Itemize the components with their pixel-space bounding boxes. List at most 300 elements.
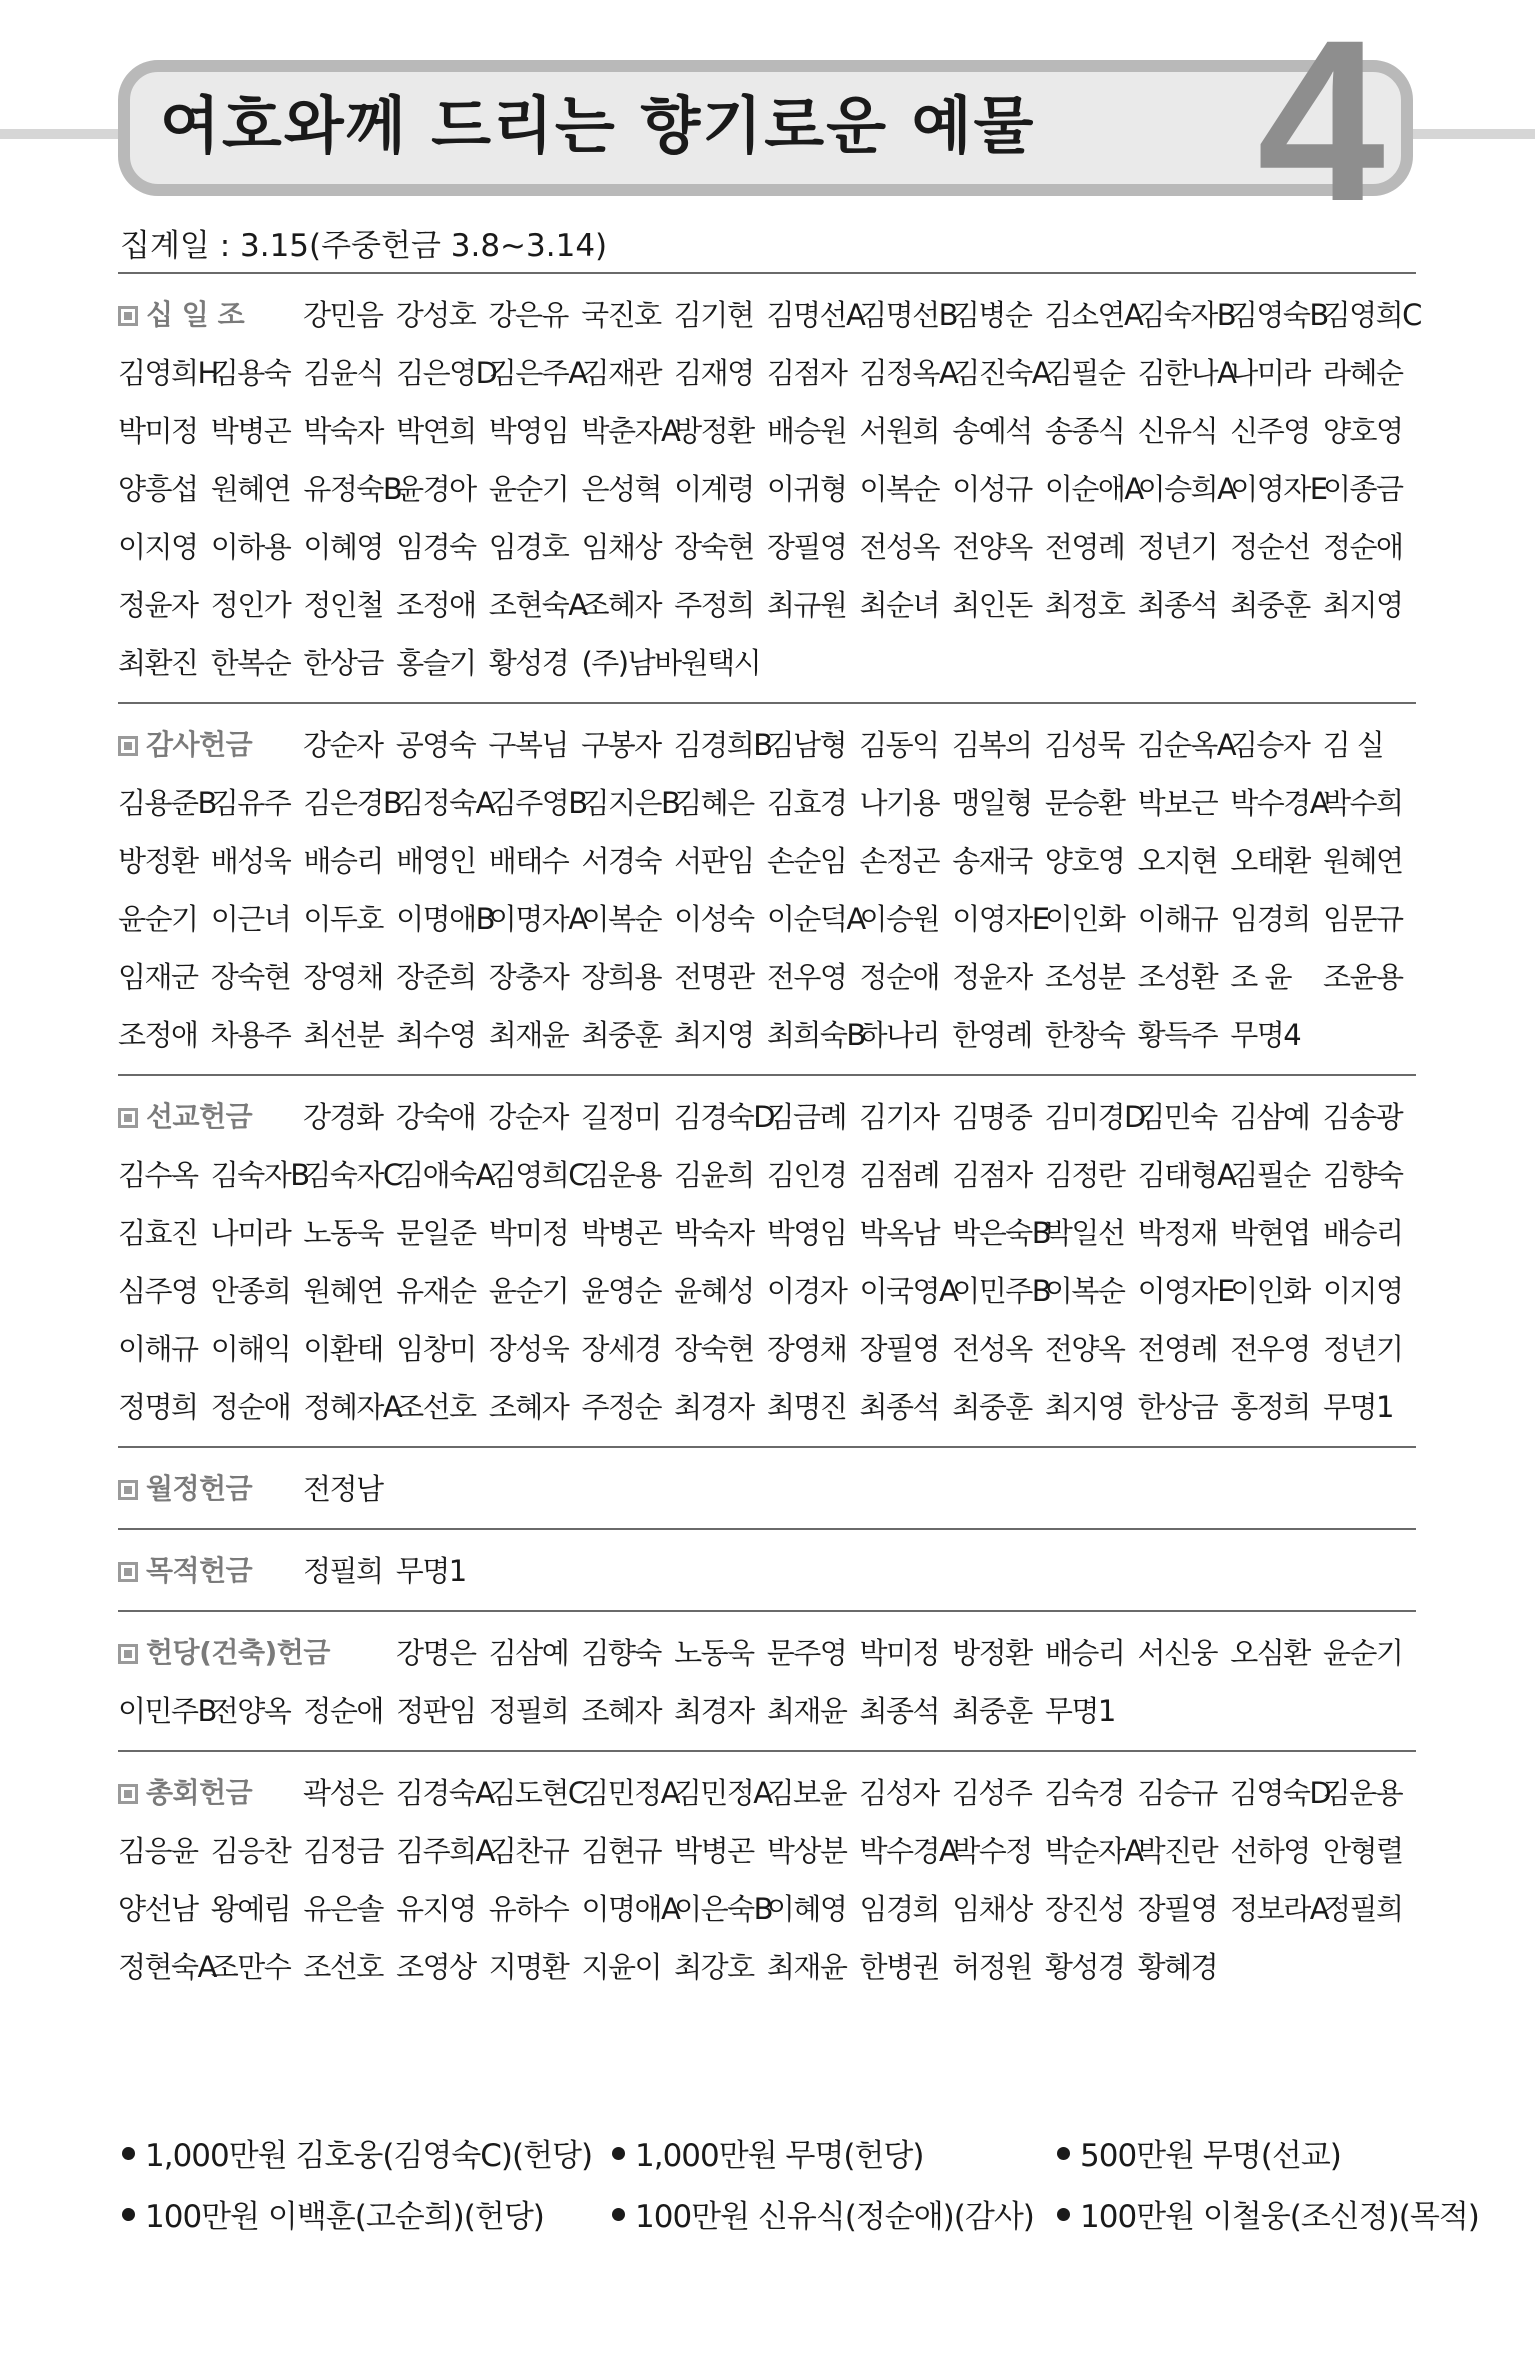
donor-name: 배승리	[303, 844, 383, 878]
donor-name: 임경희	[1230, 902, 1310, 936]
donor-name: 이복순	[859, 472, 940, 506]
offering-section	[118, 1750, 1416, 2006]
donor-name: 양선남	[118, 1892, 198, 1926]
donor-name: 박미정	[488, 1216, 569, 1250]
donor-name: 김민정A	[673, 1776, 772, 1810]
donor-name: 이혜영	[303, 530, 383, 564]
donor-name: 전양옥	[1044, 1332, 1125, 1366]
donor-name: 조혜자	[488, 1390, 569, 1424]
donor-name: 임경희	[859, 1892, 940, 1926]
donor-name: 황혜경	[1137, 1950, 1218, 1984]
section-label	[118, 1764, 303, 1822]
donor-name: 이종금	[1322, 472, 1403, 506]
donor-name: 정인가	[210, 588, 291, 622]
donor-name: 윤경아	[396, 472, 476, 506]
donor-name: 김성주	[951, 1776, 1032, 1810]
donor-name: 강명은	[396, 1636, 476, 1670]
donor-name: 방정환	[118, 844, 198, 878]
donor-name: 전영례	[1044, 530, 1125, 564]
square-bullet-icon	[118, 306, 138, 326]
donor-name: 정년기	[1137, 530, 1218, 564]
donor-name: 이성규	[952, 472, 1032, 506]
donor-name: 배승원	[766, 414, 847, 448]
donor-name: 장성욱	[488, 1332, 569, 1366]
section-label	[118, 1088, 303, 1146]
donor-name: 김재영	[674, 356, 754, 390]
donor-name: 이지영	[1322, 1274, 1403, 1308]
donor-name: 차용주	[210, 1018, 291, 1052]
donor-name: 이명자A	[488, 902, 587, 936]
special-gift-item	[608, 2191, 1053, 2236]
donor-name: 윤순기	[488, 1274, 569, 1308]
square-bullet-icon	[118, 1644, 138, 1664]
donor-name: 박영임	[488, 414, 569, 448]
donor-name: 최희숙B	[766, 1018, 865, 1052]
donor-name: 이명애A	[581, 1892, 680, 1926]
donor-name: 김은경B	[303, 786, 402, 820]
donor-name: 윤순기	[488, 472, 569, 506]
donor-name: 조혜자	[581, 588, 661, 622]
offering-section	[118, 272, 1421, 702]
donor-name: 김용준B	[118, 786, 216, 820]
donor-name: (주)남바원택시	[581, 646, 761, 680]
donor-name: 이성숙	[674, 902, 754, 936]
donor-name: 공영숙	[395, 728, 476, 762]
donor-name: 이은숙B	[674, 1892, 773, 1926]
donor-name: 전명관	[674, 960, 754, 994]
donor-name: 박미정	[859, 1636, 939, 1670]
donor-name: 나기용	[859, 786, 940, 820]
donor-name: 안종희	[210, 1274, 291, 1308]
donor-name: 김숙경	[1044, 1776, 1125, 1810]
donor-name: 정순애	[210, 1390, 291, 1424]
donor-name: 김남형	[766, 728, 846, 762]
donor-name: 임재군	[118, 960, 198, 994]
donor-name: 유지영	[396, 1892, 476, 1926]
donor-name: 정판임	[396, 1694, 476, 1728]
donor-name: 김숙자C	[303, 1158, 402, 1192]
tally-date: 집계일 : 3.15(주중헌금 3.8~3.14)	[120, 228, 608, 264]
donor-name: 정보라A	[1230, 1892, 1329, 1926]
donor-name: 박순자A	[1044, 1834, 1143, 1868]
donor-name: 유재순	[396, 1274, 476, 1308]
donor-name: 심주영	[118, 1274, 198, 1308]
donor-name: 오지현	[1137, 844, 1218, 878]
section-label	[118, 286, 303, 344]
donor-name: 김소연A	[1044, 298, 1143, 332]
donor-name: 정필희	[303, 1554, 383, 1588]
donor-name: 김동익	[859, 728, 939, 762]
donor-name: 구복님	[488, 728, 568, 762]
donor-name: 김도현C	[488, 1776, 587, 1810]
section-label-text: 선교헌금	[146, 1100, 253, 1133]
donor-name: 최수영	[396, 1018, 476, 1052]
offering-section	[118, 1610, 1416, 1750]
donor-name: 김수옥	[118, 1158, 198, 1192]
donor-name: 한영례	[952, 1018, 1032, 1052]
bullet-dot-icon	[1057, 2208, 1070, 2221]
donor-name: 손정곤	[859, 844, 940, 878]
donor-name: 조선호	[303, 1950, 383, 1984]
donor-name: 신유식	[1137, 414, 1218, 448]
donor-name-grid	[118, 1542, 1416, 1600]
donor-name: 최중훈	[1230, 588, 1310, 622]
donor-name: 은성혁	[581, 472, 661, 506]
donor-name: 박진란	[1137, 1834, 1218, 1868]
donor-name: 한상금	[1137, 1390, 1218, 1424]
donor-name: 양흥섭	[118, 472, 198, 506]
donor-name: 김 실	[1322, 728, 1384, 762]
donor-name: 정명희	[118, 1390, 198, 1424]
donor-name: 박병곤	[210, 414, 291, 448]
donor-name: 이귀형	[766, 472, 847, 506]
donor-name: 장희용	[581, 960, 661, 994]
donor-name: 김애숙A	[396, 1158, 494, 1192]
section-label-text: 헌당(건축)헌금	[146, 1636, 330, 1669]
donor-name: 김효진	[118, 1216, 198, 1250]
donor-name: 김효경	[766, 786, 847, 820]
offering-section	[118, 702, 1416, 1074]
donor-name: 이영자E	[1230, 472, 1327, 506]
donor-name: 이명애B	[396, 902, 494, 936]
donor-name: 김정금	[303, 1834, 383, 1868]
donor-name: 원혜연	[1322, 844, 1403, 878]
special-gift-item	[118, 2191, 608, 2236]
donor-name: 박미정	[118, 414, 198, 448]
donor-name: 양호영	[1044, 844, 1125, 878]
donor-name: 박영임	[766, 1216, 847, 1250]
donor-name: 장숙현	[674, 1332, 754, 1366]
donor-name: 정현숙A	[118, 1950, 216, 1984]
donor-name: 무명1	[395, 1554, 466, 1588]
donor-name: 김한나A	[1137, 356, 1236, 390]
donor-name: 임채상	[581, 530, 661, 564]
donor-name: 김필순	[1230, 1158, 1310, 1192]
donor-name: 한창숙	[1044, 1018, 1125, 1052]
special-gift-item	[608, 2130, 1053, 2175]
donor-name: 노동욱	[303, 1216, 383, 1250]
section-label-text: 월정헌금	[146, 1472, 253, 1505]
bullet-dot-icon	[122, 2208, 135, 2221]
donor-name: 장영채	[766, 1332, 847, 1366]
donor-name: 김필순	[1044, 356, 1125, 390]
donor-name: 김병순	[951, 298, 1032, 332]
donor-name: 나미라	[210, 1216, 291, 1250]
donor-name: 최재윤	[488, 1018, 569, 1052]
donor-name: 김복의	[951, 728, 1032, 762]
donor-name: 이국영A	[859, 1274, 958, 1308]
donor-name: 박수희	[1322, 786, 1403, 820]
donor-name: 김송광	[1322, 1100, 1403, 1134]
donor-name: 이해규	[1137, 902, 1218, 936]
square-bullet-icon	[118, 736, 138, 756]
donor-name: 박수정	[952, 1834, 1032, 1868]
donor-name: 최재윤	[766, 1694, 847, 1728]
donor-name: 박숙자	[303, 414, 383, 448]
donor-name: 한상금	[303, 646, 383, 680]
donor-name: 최지영	[674, 1018, 754, 1052]
donor-name: 이복순	[1044, 1274, 1125, 1308]
donor-name: 임문규	[1322, 902, 1403, 936]
donor-name: 전정남	[303, 1472, 383, 1506]
donor-name: 안형렬	[1322, 1834, 1403, 1868]
donor-name: 노동욱	[674, 1636, 754, 1670]
donor-name: 무명1	[1044, 1694, 1115, 1728]
donor-name: 박숙자	[674, 1216, 754, 1250]
donor-name: 정순애	[303, 1694, 383, 1728]
donor-name: 정인철	[303, 588, 383, 622]
bullet-dot-icon	[1057, 2147, 1070, 2160]
donor-name: 박옥남	[859, 1216, 940, 1250]
donor-name: 김숙자B	[210, 1158, 309, 1192]
donor-name: 김미경D	[1044, 1100, 1145, 1134]
donor-name: 선하영	[1230, 1834, 1310, 1868]
donor-name: 이해익	[210, 1332, 291, 1366]
donor-name: 정년기	[1322, 1332, 1403, 1366]
donor-name: 하나리	[859, 1018, 940, 1052]
section-label-text: 십 일 조	[146, 298, 245, 331]
offering-sections	[118, 272, 1421, 2006]
donor-name: 강성호	[395, 298, 476, 332]
donor-name: 황득주	[1137, 1018, 1218, 1052]
special-gift-item	[1053, 2130, 1418, 2175]
donor-name: 강은유	[488, 298, 568, 332]
donor-name: 최규원	[766, 588, 847, 622]
donor-name: 조만수	[210, 1950, 291, 1984]
donor-name: 정필희	[1322, 1892, 1403, 1926]
donor-name: 배승리	[1322, 1216, 1403, 1250]
section-label-text: 목적헌금	[146, 1554, 253, 1587]
donor-name: 왕예림	[210, 1892, 291, 1926]
donor-name: 강민음	[303, 298, 383, 332]
donor-name: 이승원	[859, 902, 940, 936]
donor-name: 조혜자	[581, 1694, 661, 1728]
donor-name: 방정환	[952, 1636, 1032, 1670]
donor-name: 서경숙	[581, 844, 661, 878]
donor-name: 김유주	[210, 786, 291, 820]
donor-name: 송종식	[1044, 414, 1125, 448]
donor-name: 장충자	[488, 960, 569, 994]
donor-name: 김경희B	[673, 728, 772, 762]
donor-name: 김승자	[1229, 728, 1310, 762]
square-bullet-icon	[118, 1562, 138, 1582]
donor-name: 이근녀	[210, 902, 291, 936]
donor-name: 김인경	[766, 1158, 847, 1192]
donor-name: 이민주B	[952, 1274, 1051, 1308]
donor-name: 김금례	[766, 1100, 846, 1134]
donor-name: 조윤용	[1322, 960, 1403, 994]
donor-name: 장숙현	[210, 960, 291, 994]
donor-name: 김영숙D	[1229, 1776, 1331, 1810]
donor-name: 전양옥	[210, 1694, 291, 1728]
donor-name: 이계령	[674, 472, 754, 506]
donor-name: 최인돈	[952, 588, 1032, 622]
donor-name: 이영자E	[1137, 1274, 1234, 1308]
donor-name: 정순애	[859, 960, 940, 994]
donor-name: 맹일형	[952, 786, 1032, 820]
donor-name: 조선호	[396, 1390, 476, 1424]
donor-name: 박연희	[396, 414, 476, 448]
section-label-text: 총회헌금	[146, 1776, 253, 1809]
donor-name: 김용숙	[210, 356, 291, 390]
donor-name: 무명1	[1322, 1390, 1393, 1424]
donor-name: 이인화	[1230, 1274, 1310, 1308]
donor-name-grid	[118, 1460, 1416, 1518]
donor-name: 장필영	[766, 530, 847, 564]
donor-name: 최환진	[118, 646, 198, 680]
section-label	[118, 1624, 396, 1682]
donor-name: 전영례	[1137, 1332, 1218, 1366]
donor-name: 이하용	[210, 530, 291, 564]
donor-name-grid	[118, 716, 1416, 1064]
donor-name: 임경호	[488, 530, 569, 564]
square-bullet-icon	[118, 1108, 138, 1128]
donor-name: 홍슬기	[396, 646, 476, 680]
donor-name: 송재국	[952, 844, 1032, 878]
donor-name: 김윤희	[674, 1158, 754, 1192]
donor-name: 전성옥	[859, 530, 940, 564]
donor-name: 송예석	[952, 414, 1032, 448]
donor-name: 임창미	[396, 1332, 476, 1366]
donor-name: 김정란	[1044, 1158, 1125, 1192]
donor-name: 김은영D	[396, 356, 497, 390]
donor-name: 김점자	[766, 356, 847, 390]
donor-name: 최중훈	[952, 1694, 1032, 1728]
donor-name: 김성묵	[1044, 728, 1125, 762]
donor-name: 김명중	[951, 1100, 1032, 1134]
donor-name: 길정미	[581, 1100, 661, 1134]
donor-name: 김응윤	[118, 1834, 198, 1868]
donor-name: 유하수	[488, 1892, 569, 1926]
gift-text: 100만원 신유식(정순애)(감사)	[635, 2199, 1034, 2235]
donor-name: 김영희C	[1322, 298, 1421, 332]
donor-name: 신주영	[1230, 414, 1310, 448]
donor-name: 최지영	[1044, 1390, 1125, 1424]
special-gifts-list	[118, 2130, 1479, 2236]
donor-name: 서원희	[859, 414, 940, 448]
donor-name: 유은솔	[303, 1892, 383, 1926]
donor-name: 이민주B	[118, 1694, 216, 1728]
donor-name: 홍정희	[1230, 1390, 1310, 1424]
donor-name: 박현엽	[1230, 1216, 1310, 1250]
donor-name: 박은숙B	[952, 1216, 1051, 1250]
donor-name: 김기현	[673, 298, 754, 332]
donor-name: 최중훈	[581, 1018, 661, 1052]
special-gift-item	[1053, 2191, 1479, 2236]
donor-name: 김응찬	[210, 1834, 291, 1868]
donor-name-grid	[118, 1624, 1416, 1740]
donor-name: 최경자	[674, 1694, 754, 1728]
donor-name: 김정숙A	[396, 786, 494, 820]
donor-name: 김현규	[581, 1834, 661, 1868]
donor-name: 배태수	[488, 844, 569, 878]
donor-name: 양호영	[1322, 414, 1403, 448]
donor-name: 임채상	[952, 1892, 1032, 1926]
donor-name: 조정애	[118, 1018, 198, 1052]
donor-name: 이지영	[118, 530, 198, 564]
donor-name: 김혜은	[674, 786, 754, 820]
donor-name: 배승리	[1044, 1636, 1125, 1670]
donor-name: 강순자	[303, 728, 383, 762]
donor-name: 최경자	[674, 1390, 754, 1424]
donor-name: 박춘자A	[581, 414, 680, 448]
donor-name: 최종석	[859, 1694, 940, 1728]
donor-name: 김향숙	[1322, 1158, 1403, 1192]
donor-name: 전양옥	[952, 530, 1032, 564]
donor-name: 이두호	[303, 902, 383, 936]
donor-name: 배영인	[396, 844, 476, 878]
donor-name: 김민숙	[1137, 1100, 1217, 1134]
donor-name: 이복순	[581, 902, 661, 936]
donor-name: 문주영	[766, 1636, 847, 1670]
donor-name: 정필희	[488, 1694, 569, 1728]
donor-name: 김영희C	[488, 1158, 588, 1192]
donor-name: 조 윤	[1230, 960, 1291, 994]
donor-name: 박수경A	[1230, 786, 1329, 820]
donor-name: 이인화	[1044, 902, 1125, 936]
square-bullet-icon	[118, 1480, 138, 1500]
donor-name: 윤순기	[1322, 1636, 1403, 1670]
donor-name: 박병곤	[674, 1834, 754, 1868]
donor-name-grid	[118, 1764, 1416, 1996]
section-label	[118, 1460, 303, 1518]
donor-name: 최선분	[303, 1018, 383, 1052]
donor-name: 주정희	[674, 588, 754, 622]
donor-name: 조현숙A	[488, 588, 587, 622]
donor-name: 박수경A	[859, 1834, 958, 1868]
offering-section	[118, 1446, 1416, 1528]
special-gift-item	[118, 2130, 608, 2175]
donor-name: 김향숙	[581, 1636, 661, 1670]
donor-name: 오태환	[1230, 844, 1310, 878]
donor-name: 김명선B	[859, 298, 958, 332]
bullet-dot-icon	[612, 2147, 625, 2160]
donor-name: 정순선	[1230, 530, 1310, 564]
donor-name: 정윤자	[118, 588, 198, 622]
donor-name: 문승환	[1044, 786, 1125, 820]
donor-name: 장진성	[1044, 1892, 1125, 1926]
donor-name: 김운용	[1322, 1776, 1403, 1810]
donor-name: 전우영	[1230, 1332, 1310, 1366]
donor-name: 황성경	[488, 646, 569, 680]
donor-name: 김성자	[859, 1776, 939, 1810]
header-right-rule	[1405, 129, 1535, 139]
donor-name: 원혜연	[210, 472, 291, 506]
donor-name: 전성옥	[952, 1332, 1032, 1366]
donor-name: 이해규	[118, 1332, 198, 1366]
gift-text: 1,000만원 김호웅(김영숙C)(헌당)	[145, 2138, 593, 2174]
donor-name: 강경화	[303, 1100, 383, 1134]
gift-text: 100만원 이철웅(조신정)(목적)	[1080, 2199, 1479, 2235]
donor-name: 구봉자	[581, 728, 661, 762]
donor-name: 유정숙B	[303, 472, 402, 506]
donor-name: 최명진	[766, 1390, 847, 1424]
donor-name: 김진숙A	[952, 356, 1051, 390]
donor-name: 김삼예	[1229, 1100, 1310, 1134]
donor-name: 김찬규	[488, 1834, 569, 1868]
donor-name: 배성욱	[210, 844, 291, 878]
donor-name: 라혜순	[1322, 356, 1403, 390]
donor-name: 서판임	[674, 844, 754, 878]
donor-name: 조성환	[1137, 960, 1218, 994]
donor-name: 김점자	[952, 1158, 1032, 1192]
bullet-dot-icon	[122, 2147, 135, 2160]
donor-name-grid	[118, 1088, 1416, 1436]
donor-name: 한병권	[859, 1950, 940, 1984]
donor-name: 김순옥A	[1137, 728, 1236, 762]
donor-name: 오심환	[1230, 1636, 1310, 1670]
donor-name: 최강호	[674, 1950, 754, 1984]
